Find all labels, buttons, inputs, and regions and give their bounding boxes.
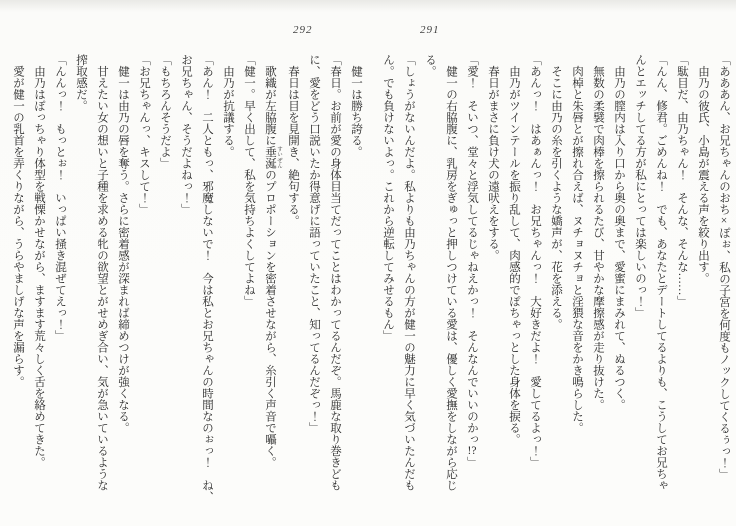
text-line: 「あんっ！ はあぁんっ！ お兄ちゃんっ！ 大好きだよ！ 愛してるよっ！」 bbox=[529, 54, 541, 468]
text-line: 「駄目だ、由乃ちゃん！ そんな、そんな……」 bbox=[676, 54, 688, 307]
ruby-annotation bbox=[264, 146, 282, 169]
text-line: 「しょうがないんだよ。私よりも由乃ちゃんの方が健一の魅力に早く気づいたんだも bbox=[403, 54, 415, 491]
page-number-right: 291 bbox=[420, 24, 440, 36]
text-line: 「あん！ 二人ともっ、邪魔しないで！ 今は私とお兄ちゃんの時間なのぉっ！ ね、 bbox=[201, 54, 213, 503]
text-line: 「んんっ！ もっとぉ！ いっぱい掻き混ぜてえっ！」 bbox=[54, 54, 66, 342]
text-line: 春日がまさに負け犬の遠吠えをする。 bbox=[487, 54, 499, 261]
text-line: 愛が健一の乳首を弄くりながら、うらやましげな声を漏らす。 bbox=[12, 54, 24, 388]
text-line: そこに由乃の糸を引くような嬌声が、花を添える。 bbox=[550, 54, 562, 330]
text-line: 由乃はぽっちゃり体型を戦慄かせながら、ますます荒々しく舌を絡めてきた。 bbox=[33, 54, 45, 468]
text-line: ん。でも負けないよっ。これから逆転してみせるもん」 bbox=[382, 54, 394, 342]
ruby-base: 垂涎 bbox=[264, 146, 276, 169]
text-line: 「もちろんそうだよ」 bbox=[159, 54, 171, 169]
tatechuyoko-exclamation-question: !? bbox=[467, 445, 477, 457]
text-line: に、愛をどう口説いたか得意げに語っていたこと、知ってるんだぞっ！」 bbox=[308, 54, 320, 434]
text-segment: のプロポーションを密着させながら、糸引く声音で囁く。 bbox=[264, 169, 276, 468]
text-line: 由乃がツインテールを振り乱して、肉感的でぽちゃっとした身体を捩る。 bbox=[508, 54, 520, 445]
text-line: 甘えたい女の想いと子種を求める牝の欲望とがせめぎ合い、気が急いているような bbox=[96, 54, 108, 491]
text-line: 無数の柔襞で肉棒を擦られるたび、甘やかな摩擦感が走り抜けた。 bbox=[592, 54, 604, 411]
furigana: すいぜん bbox=[276, 146, 282, 169]
text-line: 由乃の彼氏、小島が震える声を絞り出す。 bbox=[697, 54, 709, 284]
text-line bbox=[259, 54, 282, 520]
text-line: 「んん、修君。ごめんね！ でも、あなたとデートしてるよりも、こうしてお兄ちゃ bbox=[655, 54, 667, 491]
text-line: 由乃が抗議する。 bbox=[222, 54, 234, 158]
text-line: お兄ちゃん、そうだよねっ！」 bbox=[180, 54, 192, 215]
text-line: 春日は目を見開き、絶句する。 bbox=[287, 54, 299, 227]
text-line: 由乃の膣内は入り口から奥の奥まで、愛蜜にまみれて、ぬるつく。 bbox=[613, 54, 625, 411]
text-segment: 歌織が左脇腹に bbox=[264, 54, 276, 146]
text-line: 肉棹と朱唇とが擦れ合えば、ヌチョヌチョと淫猥な音をかき鳴らした。 bbox=[571, 54, 583, 434]
text-segment: 」 bbox=[466, 456, 478, 468]
page-right-text bbox=[376, 54, 734, 520]
text-line: んとエッチしてる方が私にとっては楽しいのっ！」 bbox=[634, 54, 646, 319]
page-left-text bbox=[8, 54, 366, 520]
text-line: 健一は由乃の唇を奪う。さらに密着感が深まれば締めつけが強くなる。 bbox=[117, 54, 129, 434]
text-line: 「あああん、お兄ちゃんのおち×ぽぉ、私の子宮を何度もノックしてくるぅっ！」 bbox=[718, 54, 730, 480]
text-segment: 「愛！ そいつ、堂々と浮気してるじゃねえかっ！ そんなんでいいのかっ bbox=[466, 54, 478, 445]
text-line: 搾取感だ。 bbox=[75, 54, 87, 112]
text-line: 「健一。早く出して、私を気持ちよくしてよね」 bbox=[243, 54, 255, 307]
text-line: る。 bbox=[424, 54, 436, 77]
text-line: 「春日。お前が愛の身体目当てだってことはわかってるんだぞ。馬鹿な取り巻きども bbox=[329, 54, 341, 491]
text-line: 「お兄ちゃんっ、キスして！」 bbox=[138, 54, 150, 215]
text-line: 健一の右脇腹に、乳房をぎゅっと押しつけている愛は、優しく愛撫をしながら応じ bbox=[445, 54, 457, 491]
text-line bbox=[461, 54, 482, 520]
page-number-left: 292 bbox=[293, 24, 313, 36]
text-line: 健一は勝ち誇る。 bbox=[350, 54, 362, 158]
